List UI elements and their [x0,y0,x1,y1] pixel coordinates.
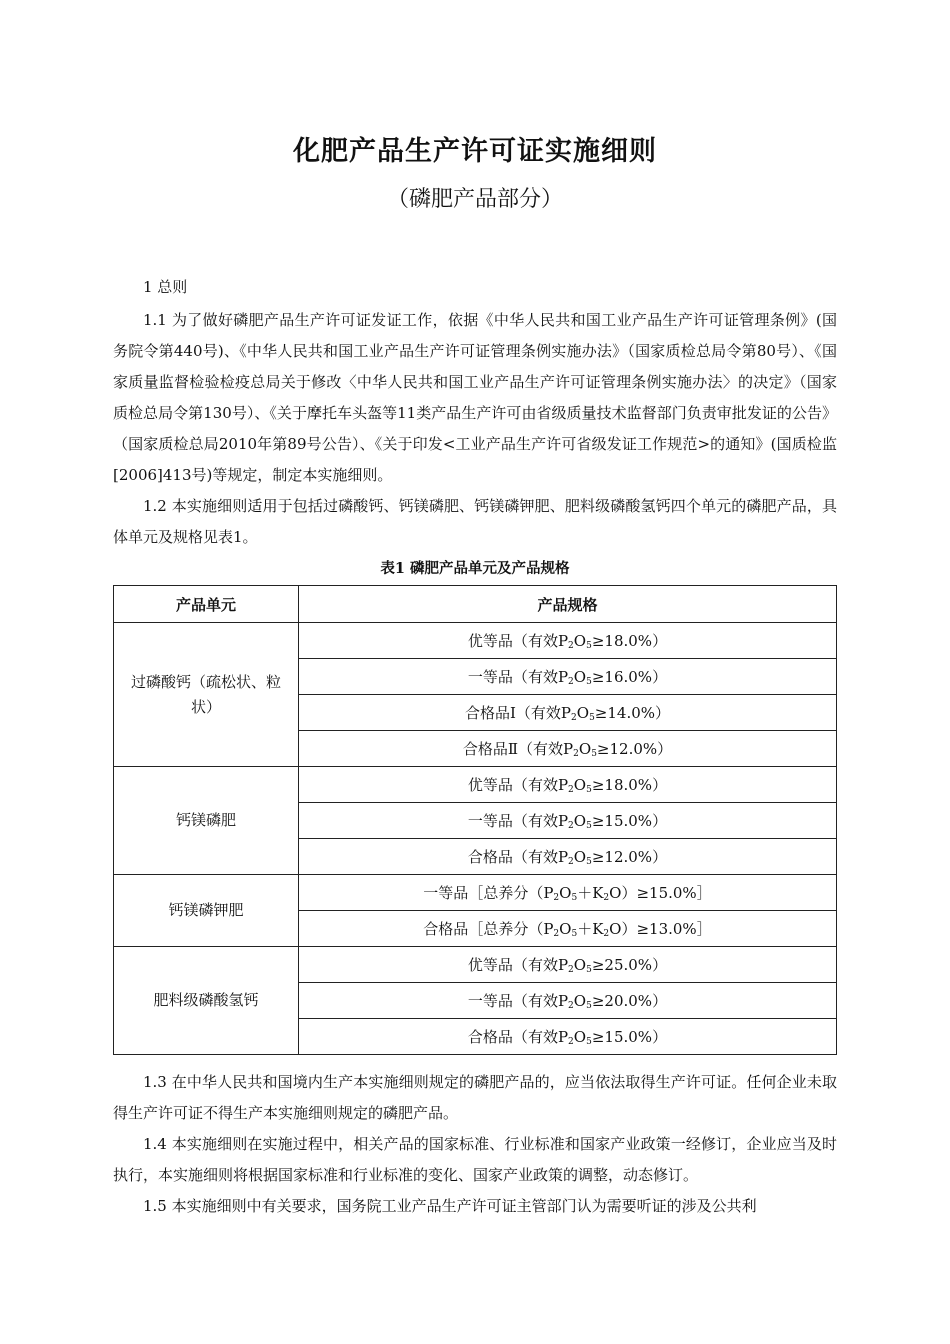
product-spec-cell: 合格品Ⅱ（有效$P_2O_5\ge 12.0\%$） [299,731,837,767]
table-body [114,623,837,1055]
spec-formula-label: 有效 [527,848,558,866]
document-title: 化肥产品生产许可证实施细则 [293,136,657,167]
table-row [114,767,837,803]
product-spec-cell: 一等品（有效$P_2O_5\ge 16.0\%$） [299,659,837,695]
chemical-formula: $(P_2O_5+K_2O)$ [528,884,637,903]
spec-value: ≥15.0% [591,1028,653,1046]
spec-formula-label: 有效 [527,956,558,974]
spec-formula-label: 有效 [527,992,558,1010]
spec-grade: 一等品 [467,812,513,830]
product-spec-cell: 一等品［总养分$(P_2O_5+K_2O)\ge 15.0\%]$ [299,875,837,911]
spec-grade: 优等品 [467,632,513,650]
product-spec-cell: 合格品［总养分$(P_2O_5+K_2O)\ge 13.0\%]$ [299,911,837,947]
chemical-formula: $P_2O_5$ [557,812,592,831]
product-unit-cell: 过磷酸钙（疏松状、粒状） [114,623,299,767]
spec-grade: 合格品Ⅰ [464,704,516,722]
table-row [114,947,837,983]
spec-grade: 优等品 [467,956,513,974]
product-spec-cell: 一等品（有效$P_2O_5\ge 15.0\%$） [299,803,837,839]
spec-grade: 优等品 [467,776,513,794]
product-spec-cell: 优等品（有效$P_2O_5\ge 25.0\%$） [299,947,837,983]
spec-formula-label: 有效 [527,632,558,650]
spec-value: ≥15.0% [636,884,697,902]
spec-grade: 一等品 [467,668,513,686]
table-row [114,623,837,659]
product-unit-cell: 肥料级磷酸氢钙 [114,947,299,1055]
spec-value: ≥14.0% [594,704,656,722]
paragraph-1-4: 1.4 本实施细则在实施过程中，相关产品的国家标准、行业标准和国家产业政策一经修订，企业应当及时执行，本实施细则将根据国家标准和行业标准的变化、国家产业政策的调整，动态修订。 [113,1135,837,1184]
header-spec: 产品规格 [299,586,837,623]
chemical-formula: $P_2O_5$ [557,632,592,651]
spec-grade: 一等品 [423,884,469,902]
chemical-formula: $P_2O_5$ [557,776,592,795]
product-spec-cell: 优等品（有效$P_2O_5\ge 18.0\%$） [299,623,837,659]
spec-formula-label: 有效 [527,668,558,686]
spec-value: ≥12.0% [596,740,658,758]
spec-formula-label: 总养分 [483,920,529,938]
spec-value: ≥12.0% [591,848,653,866]
spec-value: ≥13.0% [636,920,697,938]
spec-grade: 一等品 [467,992,513,1010]
spec-value: ≥18.0% [591,776,653,794]
product-unit-cell: 钙镁磷肥 [114,767,299,875]
paragraph-1-2: 1.2 本实施细则适用于包括过磷酸钙、钙镁磷肥、钙镁磷钾肥、肥料级磷酸氢钙四个单元的磷肥产品，具体单元及规格见表1。 [113,497,837,546]
chemical-formula: $P_2O_5$ [557,668,592,687]
spec-formula-label: 有效 [530,704,561,722]
header-unit: 产品单元 [114,586,299,623]
spec-value: ≥20.0% [591,992,653,1010]
chemical-formula: $P_2O_5$ [563,740,597,759]
section-heading: 1 总则 [143,278,188,296]
spec-value: ≥15.0% [591,812,653,830]
spec-formula-label: 总养分 [483,884,529,902]
product-spec-cell: 合格品（有效$P_2O_5\ge 12.0\%$） [299,839,837,875]
table-caption: 表1 磷肥产品单元及产品规格 [380,560,570,577]
spec-value: ≥25.0% [591,956,653,974]
product-spec-cell: 优等品（有效$P_2O_5\ge 18.0\%$） [299,767,837,803]
product-spec-table [113,585,837,1055]
chemical-formula: $P_2O_5$ [560,704,595,723]
document-subtitle: （磷肥产品部分） [386,187,563,212]
spec-grade: 合格品 [423,920,469,938]
chemical-formula: $P_2O_5$ [557,1028,592,1047]
spec-formula-label: 有效 [527,1028,558,1046]
spec-value: ≥16.0% [591,668,653,686]
product-spec-cell: 合格品（有效$P_2O_5\ge 15.0\%$） [299,1019,837,1055]
product-unit-cell: 钙镁磷钾肥 [114,875,299,947]
product-spec-cell: 一等品（有效$P_2O_5\ge 20.0\%$） [299,983,837,1019]
spec-formula-label: 有效 [533,740,564,758]
document-body [113,272,837,1222]
chemical-formula: $(P_2O_5+K_2O)$ [528,920,637,939]
paragraph-1-1: 1.1 为了做好磷肥产品生产许可证发证工作，依据《中华人民共和国工业产品生产许可证管理条例》(国务院令第440号)、《中华人民共和国工业产品生产许可证管理条例实施办法》（国家质检总局令第80号）、《国家质量监督检验检疫总局关于修改〈中华人民共和国工业产品生产许可证管理条例实施办法〉的决定》（国家质检总局令第130号）、《关于摩托车头盔等11类产品生产许可由省级质量技术监督部门负责审批发证的公告》（国家质检总局2010年第89号公告）、《关于印发<工业产品生产许可省级发证工作规范>的通知》(国质检监[2006]413号)等规定，制定本实施细则。 [113,311,837,484]
table-row [114,875,837,911]
spec-formula-label: 有效 [527,776,558,794]
chemical-formula: $P_2O_5$ [557,848,592,867]
product-spec-cell: 合格品Ⅰ（有效$P_2O_5\ge 14.0\%$） [299,695,837,731]
spec-value: ≥18.0% [591,632,653,650]
spec-grade: 合格品Ⅱ [462,740,519,758]
spec-grade: 合格品 [467,848,513,866]
paragraph-1-3: 1.3 在中华人民共和国境内生产本实施细则规定的磷肥产品的，应当依法取得生产许可证。任何企业未取得生产许可证不得生产本实施细则规定的磷肥产品。 [113,1073,837,1122]
chemical-formula: $P_2O_5$ [557,992,592,1011]
spec-formula-label: 有效 [527,812,558,830]
table-header-row [114,586,837,623]
spec-grade: 合格品 [467,1028,513,1046]
chemical-formula: $P_2O_5$ [557,956,592,975]
paragraph-1-5: 1.5 本实施细则中有关要求，国务院工业产品生产许可证主管部门认为需要听证的涉及公共利 [143,1197,757,1215]
